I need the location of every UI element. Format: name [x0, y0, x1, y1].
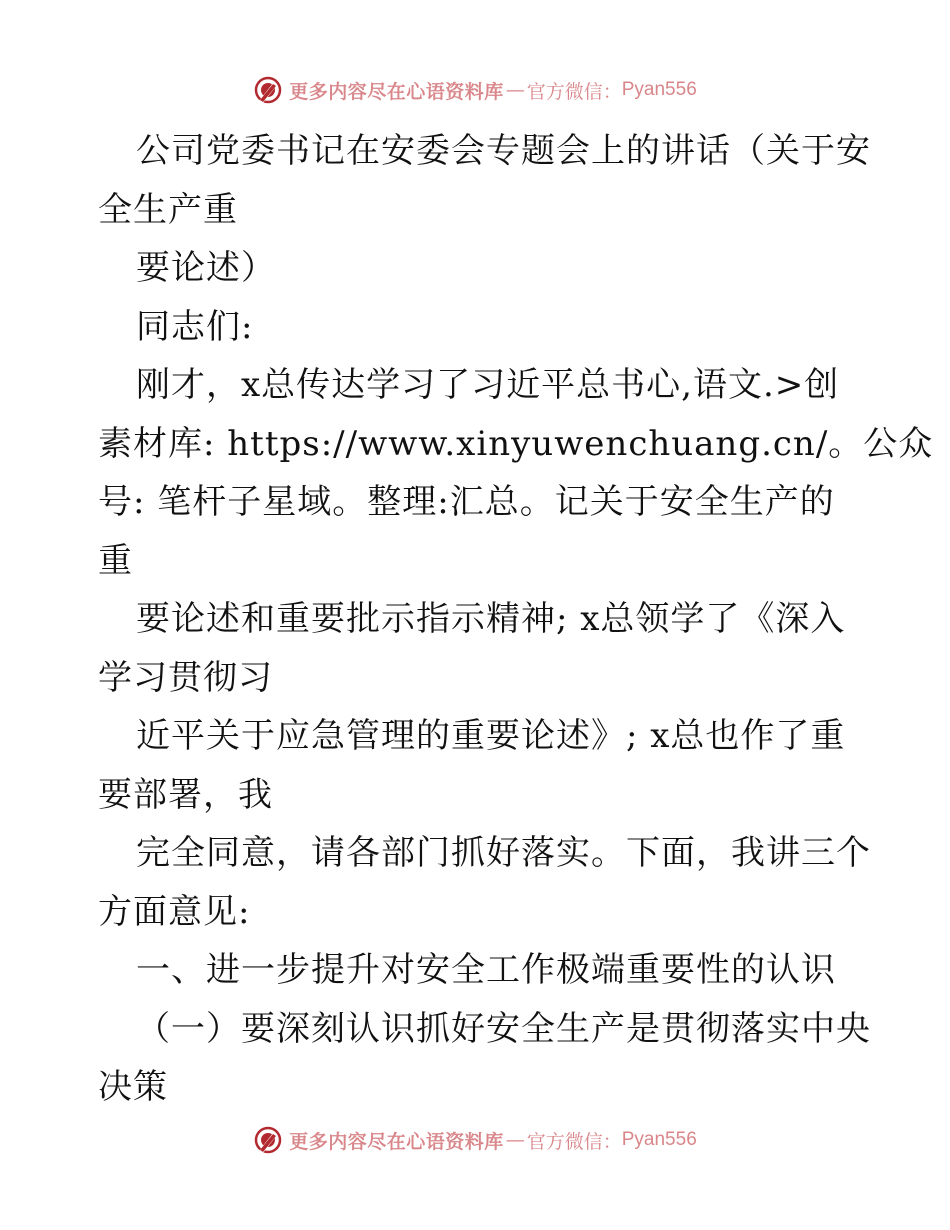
watermark-text: 更多内容尽在心语资料库	[289, 80, 504, 103]
doc-line-10: 学习贯彻习	[98, 657, 273, 698]
watermark-banner-bottom	[0, 1120, 950, 1160]
doc-line-7: 号: 笔杆子星域。整理:汇总。记关于安全生产的	[98, 482, 835, 522]
doc-line-12: 要部署，我	[98, 774, 273, 815]
doc-line-1: 公司党委书记在安委会专题会上的讲话（关于安	[136, 131, 871, 171]
doc-line-3: 要论述）	[136, 248, 276, 288]
doc-line-11: 近平关于应急管理的重要论述》; x总也作了重	[136, 716, 846, 756]
watermark-wechat-id: Pyan556	[621, 79, 697, 100]
doc-line-9: 要论述和重要批示指示精神; x总领学了《深入	[136, 599, 846, 639]
doc-line-13: 完全同意，请各部门抓好落实。下面，我讲三个	[136, 833, 871, 873]
watermark-wechat-label: 官方微信：	[526, 80, 622, 103]
doc-line-14: 方面意见:	[98, 891, 251, 932]
watermark-banner-top	[0, 70, 950, 110]
watermark-wechat-label: 官方微信：	[526, 1130, 622, 1153]
doc-line-5: 刚才，x总传达学习了习近平总书心,语文.>创	[136, 365, 840, 405]
doc-line-4: 同志们:	[136, 306, 254, 347]
doc-line-15: 一、进一步提升对安全工作极端重要性的认识	[136, 950, 836, 990]
watermark-separator: —	[505, 1129, 525, 1151]
doc-line-16: （一）要深刻认识抓好安全生产是贯彻落实中央	[136, 1008, 871, 1049]
watermark-separator: —	[505, 79, 525, 101]
document-body	[98, 122, 934, 1117]
doc-line-8: 重	[98, 540, 133, 581]
doc-line-17: 决策	[98, 1067, 168, 1107]
pen-logo-icon	[253, 1125, 283, 1155]
pen-logo-icon	[253, 75, 283, 105]
watermark-text: 更多内容尽在心语资料库	[289, 1130, 504, 1153]
doc-line-6: 素材库: https://www.xinyuwenchuang.cn/。公众	[98, 423, 934, 464]
doc-line-2: 全生产重	[98, 189, 238, 230]
watermark-wechat-id: Pyan556	[621, 1129, 697, 1150]
